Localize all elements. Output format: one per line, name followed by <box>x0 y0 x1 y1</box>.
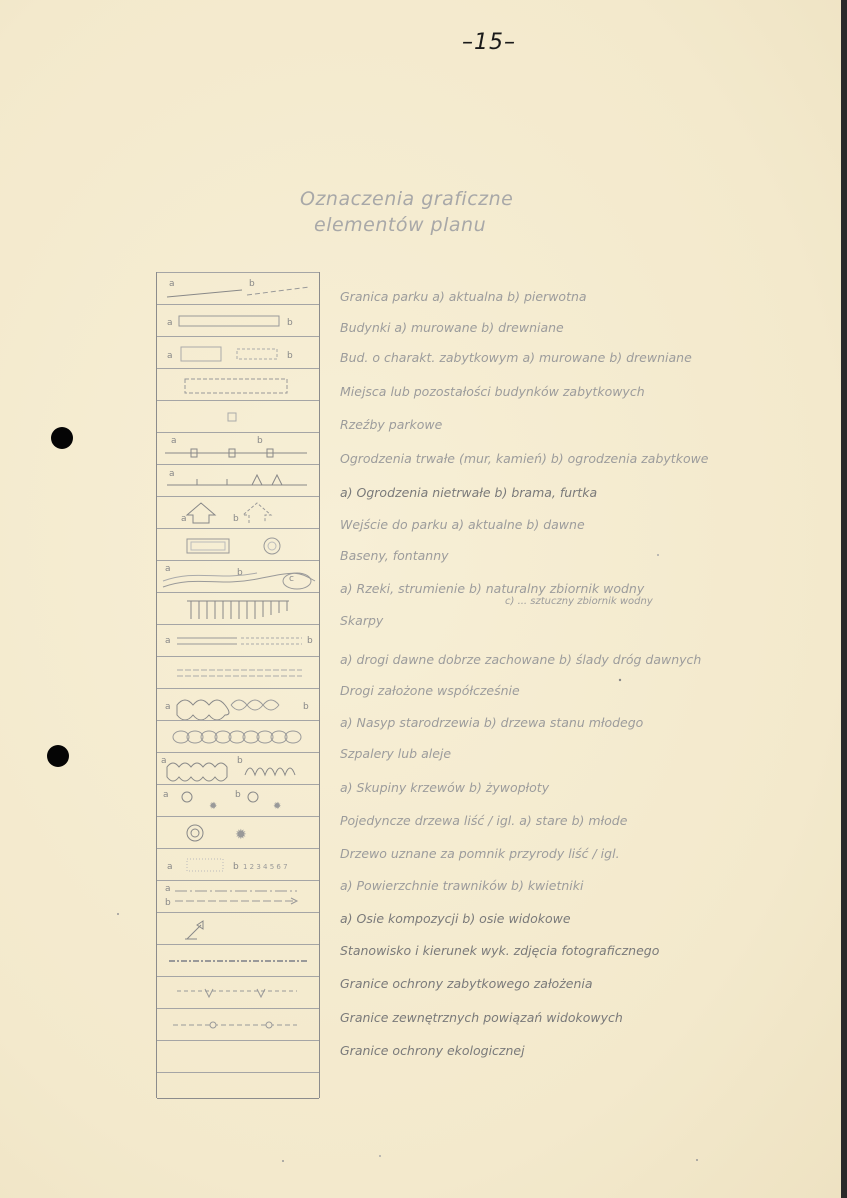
svg-text:a: a <box>165 636 171 646</box>
legend-description-sub: c) ... sztuczny zbiornik wodny <box>505 596 653 607</box>
svg-text:a: a <box>169 279 175 289</box>
svg-text:a: a <box>165 702 171 712</box>
legend-description: Baseny, fontanny <box>340 548 449 563</box>
svg-text:a: a <box>171 436 177 446</box>
svg-text:a: a <box>169 469 175 479</box>
title-line-2: elementów planu <box>314 214 487 236</box>
legend-description: Granica parku a) aktualna b) pierwotna <box>340 289 587 304</box>
svg-text:b: b <box>257 436 263 446</box>
svg-text:a: a <box>163 790 169 800</box>
svg-text:b: b <box>235 790 241 800</box>
legend-description: Skarpy <box>340 613 384 628</box>
svg-text:1 2 3 4 5 6 7: 1 2 3 4 5 6 7 <box>243 863 288 871</box>
legend-description: a) Rzeki, strumienie b) naturalny zbiornik wodny <box>340 581 645 596</box>
legend-description: a) Nasyp starodrzewia b) drzewa stanu młodego <box>340 715 644 730</box>
legend-description: Granice ochrony zabytkowego założenia <box>340 976 593 991</box>
legend-description: Bud. o charakt. zabytkowym a) murowane b) drewniane <box>340 350 692 365</box>
svg-text:a: a <box>167 862 173 872</box>
svg-text:a: a <box>167 318 173 328</box>
legend-description: Drzewo uznane za pomnik przyrody liść / igl. <box>340 846 620 861</box>
legend-description: a) Osie kompozycji b) osie widokowe <box>340 911 571 926</box>
legend-description: a) Ogrodzenia nietrwałe b) brama, furtka <box>340 485 598 500</box>
page-number: –15– <box>462 30 516 55</box>
legend-description: Granice zewnętrznych powiązań widokowych <box>340 1010 623 1025</box>
legend-description: Ogrodzenia trwałe (mur, kamień) b) ogrodzenia zabytkowe <box>340 451 709 466</box>
svg-text:b: b <box>249 279 255 289</box>
legend-description: Drogi założone współcześnie <box>340 683 520 698</box>
svg-text:b: b <box>237 568 243 578</box>
svg-text:b: b <box>303 702 309 712</box>
legend-description: Miejsca lub pozostałości budynków zabytkowych <box>340 384 645 399</box>
legend-description: Stanowisko i kierunek wyk. zdjęcia fotograficznego <box>340 943 660 958</box>
svg-text:b: b <box>233 862 239 872</box>
svg-text:✹: ✹ <box>235 827 247 843</box>
legend-description: Wejście do parku a) aktualne b) dawne <box>340 517 585 532</box>
svg-text:✹: ✹ <box>209 801 218 812</box>
legend-description: a) drogi dawne dobrze zachowane b) ślady dróg dawnych <box>340 652 702 667</box>
legend-description: Granice ochrony ekologicznej <box>340 1043 525 1058</box>
svg-text:c: c <box>289 574 294 584</box>
legend-description: Budynki a) murowane b) drewniane <box>340 320 564 335</box>
svg-text:a: a <box>181 514 187 524</box>
svg-text:b: b <box>287 351 293 361</box>
title-line-1: Oznaczenia graficzne <box>300 188 514 210</box>
svg-text:b: b <box>237 756 243 766</box>
svg-text:a: a <box>161 756 167 766</box>
svg-text:b: b <box>307 636 313 646</box>
legend-description: Szpalery lub aleje <box>340 746 452 761</box>
legend-description: a) Skupiny krzewów b) żywopłoty <box>340 780 550 795</box>
svg-text:a: a <box>165 884 171 894</box>
svg-text:b: b <box>165 898 171 908</box>
legend-description: Rzeźby parkowe <box>340 417 443 432</box>
svg-text:a: a <box>167 351 173 361</box>
svg-text:b: b <box>287 318 293 328</box>
legend-description: Pojedyncze drzewa liść / igl. a) stare b) młode <box>340 813 628 828</box>
svg-text:✹: ✹ <box>273 801 282 812</box>
svg-text:b: b <box>233 514 239 524</box>
svg-text:a: a <box>165 564 171 574</box>
legend-description: a) Powierzchnie trawników b) kwietniki <box>340 878 584 893</box>
